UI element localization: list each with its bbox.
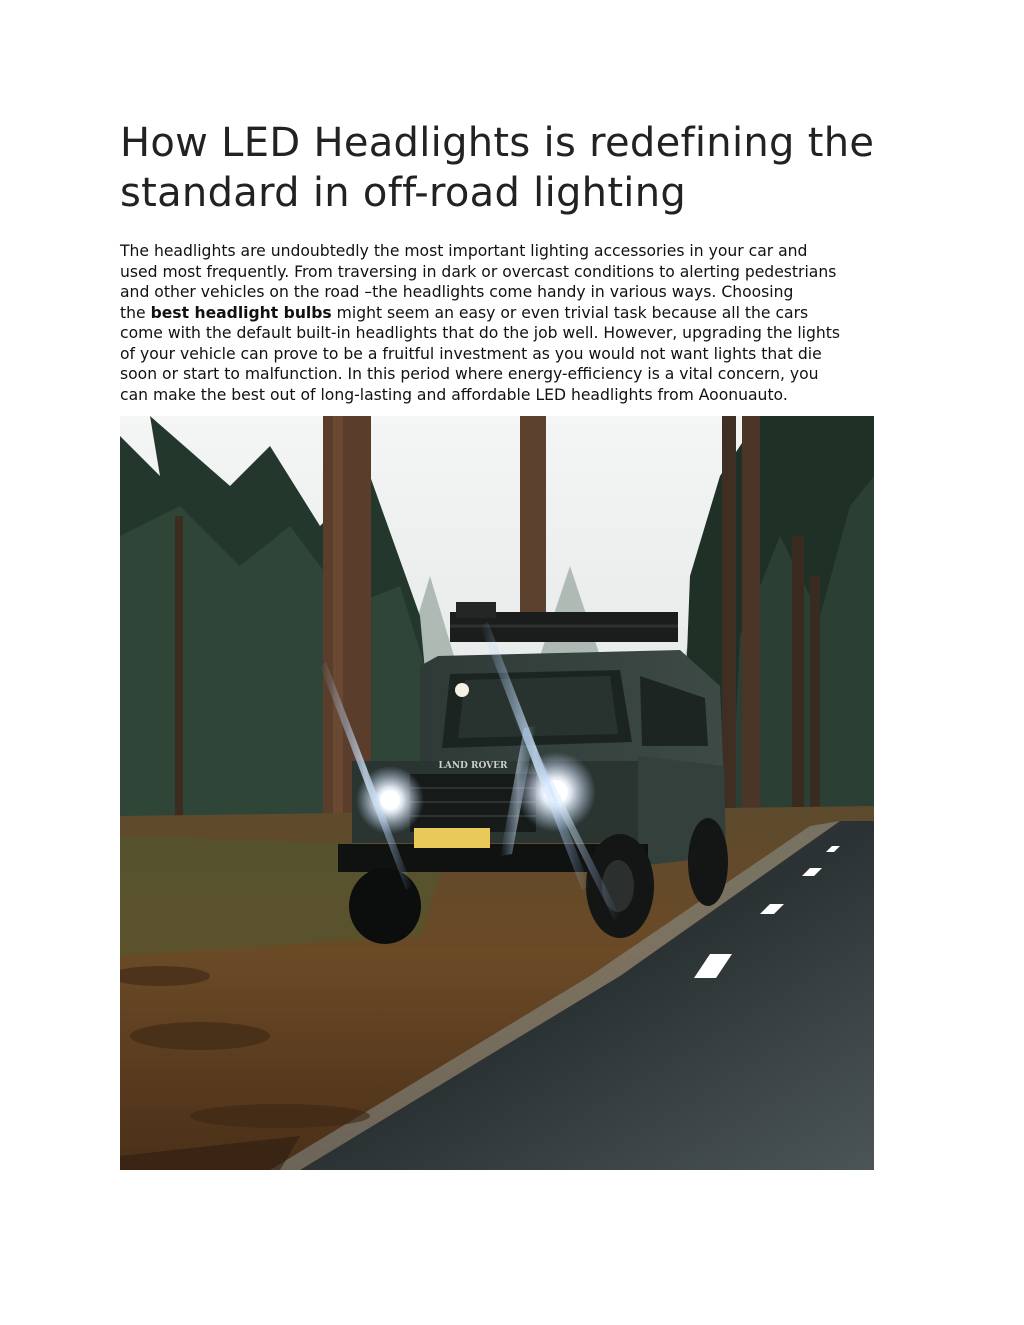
paragraph-line: soon or start to malfunction. In this period where energy-efficiency is a vital concern, you [120,365,819,383]
article-paragraph [120,241,910,405]
paragraph-line: used most frequently. From traversing in dark or overcast conditions to alerting pedestrians [120,262,837,281]
paragraph-line: of your vehicle can prove to be a fruitful investment as you would not want lights that die [120,344,822,363]
best-headlight-bulbs-link[interactable]: best headlight bulbs [150,303,332,322]
grille-badge-text: LAND ROVER [438,761,508,771]
paragraph-line: The headlights are undoubtedly the most important lighting accessories in your car and [120,242,808,260]
article [120,118,910,405]
offroad-vehicle-photo [120,416,874,1170]
title-line-1: How LED Headlights is redefining the [120,120,875,166]
paragraph-line-suffix: might seem an easy or even trivial task because all the cars [331,303,809,322]
paragraph-line: and other vehicles on the road –the headlights come handy in various ways. Choosing [120,283,794,301]
article-title [120,118,910,218]
title-line-2: standard in off-road lighting [120,170,687,216]
paragraph-line: come with the default built-in headlights that do the job well. However, upgrading the lights [120,324,841,342]
paragraph-line-prefix: the [120,303,151,322]
paragraph-line: can make the best out of long-lasting and affordable LED headlights from Aoonuauto. [120,385,788,404]
